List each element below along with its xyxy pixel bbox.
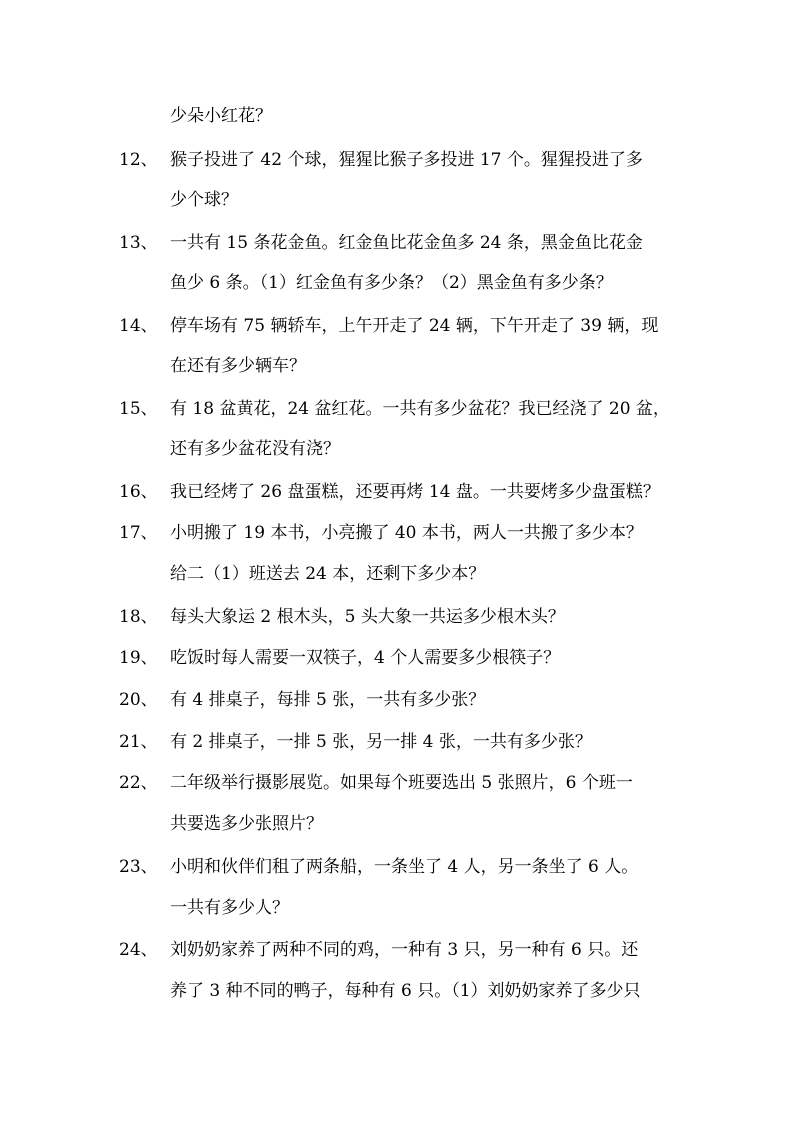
problem-17-number: 17、	[119, 523, 158, 543]
problem-12-line-1: 猴子投进了 42 个球，猩猩比猴子多投进 17 个。猩猩投进了多	[170, 150, 643, 170]
problem-20-line-1: 有 4 排桌子，每排 5 张，一共有多少张？	[170, 690, 486, 710]
problem-12-number: 12、	[119, 150, 158, 170]
problem-12-line-2: 少个球？	[170, 190, 238, 210]
problem-15-line-1: 有 18 盆黄花，24 盆红花。一共有多少盆花？我已经浇了 20 盆，	[170, 399, 670, 419]
problem-19-line-1: 吃饭时每人需要一双筷子，4 个人需要多少根筷子？	[170, 648, 561, 668]
problem-14-number: 14、	[119, 316, 158, 336]
problem-11-line-2: 少朵小红花？	[170, 106, 272, 126]
problem-22-line-1: 二年级举行摄影展览。如果每个班要选出 5 张照片，6 个班一	[170, 773, 633, 793]
problem-22-number: 22、	[119, 773, 158, 793]
problem-22-line-2: 共要选多少张照片？	[170, 814, 323, 834]
problem-23-number: 23、	[119, 857, 158, 877]
problem-23-line-1: 小明和伙伴们租了两条船，一条坐了 4 人，另一条坐了 6 人。	[170, 857, 639, 877]
problem-17-line-1: 小明搬了 19 本书，小亮搬了 40 本书，两人一共搬了多少本？	[170, 523, 643, 543]
problem-13-line-2: 鱼少 6 条。（1）红金鱼有多少条？（2）黑金鱼有多少条？	[170, 273, 613, 293]
problem-24-line-2: 养了 3 种不同的鸭子，每种有 6 只。（1）刘奶奶家养了多少只	[170, 981, 641, 1001]
problem-18-number: 18、	[119, 607, 158, 627]
problem-21-number: 21、	[119, 732, 158, 752]
problem-19-number: 19、	[119, 648, 158, 668]
problem-20-number: 20、	[119, 690, 158, 710]
problem-14-line-2: 在还有多少辆车？	[170, 356, 306, 376]
problem-14-line-1: 停车场有 75 辆轿车，上午开走了 24 辆，下午开走了 39 辆，现	[170, 316, 659, 336]
problem-21-line-1: 有 2 排桌子，一排 5 张，另一排 4 张，一共有多少张？	[170, 732, 592, 752]
problem-13-number: 13、	[119, 233, 158, 253]
problem-18-line-1: 每头大象运 2 根木头，5 头大象一共运多少根木头？	[170, 607, 565, 627]
problem-16-number: 16、	[119, 482, 158, 502]
problem-15-line-2: 还有多少盆花没有浇？	[170, 439, 340, 459]
problem-16-line-1: 我已经烤了 26 盘蛋糕，还要再烤 14 盘。一共要烤多少盘蛋糕？	[170, 482, 660, 502]
problem-24-line-1: 刘奶奶家养了两种不同的鸡，一种有 3 只，另一种有 6 只。还	[170, 940, 639, 960]
problem-24-number: 24、	[119, 940, 158, 960]
problem-17-line-2: 给二（1）班送去 24 本，还剩下多少本？	[170, 564, 486, 584]
problem-13-line-1: 一共有 15 条花金鱼。红金鱼比花金鱼多 24 条，黑金鱼比花金	[170, 233, 643, 253]
problem-23-line-2: 一共有多少人？	[170, 898, 289, 918]
problem-15-number: 15、	[119, 399, 158, 419]
